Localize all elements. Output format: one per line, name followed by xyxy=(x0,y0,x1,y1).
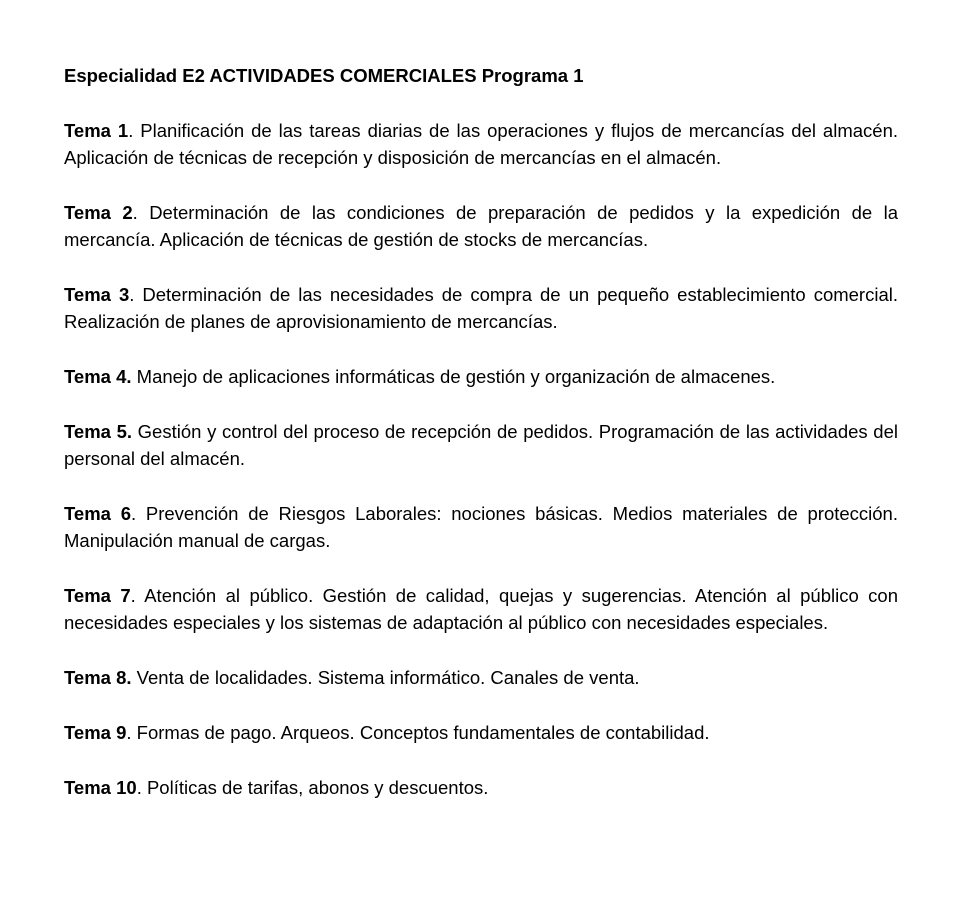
document-page xyxy=(64,62,898,829)
tema-item xyxy=(64,363,898,390)
tema-item xyxy=(64,774,898,801)
tema-label: Tema 6 xyxy=(64,503,131,524)
tema-item xyxy=(64,719,898,746)
tema-text: . Planificación de las tareas diarias de las operaciones y flujos de mercancías del almacén. Aplicación de técnicas de recepción y disposición de mercancías en el almacén. xyxy=(64,120,898,168)
tema-text: . Determinación de las necesidades de compra de un pequeño establecimiento comercial. Realización de planes de aprovisionamiento de mercancías. xyxy=(64,284,898,332)
tema-text: Manejo de aplicaciones informáticas de gestión y organización de almacenes. xyxy=(131,366,776,387)
tema-item xyxy=(64,281,898,335)
tema-text: . Determinación de las condiciones de preparación de pedidos y la expedición de la mercancía. Aplicación de técnicas de gestión de stocks de mercancías. xyxy=(64,202,898,250)
document-title: Especialidad E2 ACTIVIDADES COMERCIALES Programa 1 xyxy=(64,65,584,86)
tema-label: Tema 3 xyxy=(64,284,130,305)
tema-label: Tema 7 xyxy=(64,585,131,606)
tema-text: . Atención al público. Gestión de calidad, quejas y sugerencias. Atención al público con necesidades especiales y los sistemas de adaptación al público con necesidades especiales. xyxy=(64,585,898,633)
tema-item xyxy=(64,664,898,691)
tema-item xyxy=(64,199,898,253)
tema-text: Gestión y control del proceso de recepción de pedidos. Programación de las actividades del personal del almacén. xyxy=(64,421,898,469)
tema-text: . Formas de pago. Arqueos. Conceptos fundamentales de contabilidad. xyxy=(126,722,710,743)
tema-text: . Políticas de tarifas, abonos y descuentos. xyxy=(136,777,489,798)
tema-text: . Prevención de Riesgos Laborales: nociones básicas. Medios materiales de protección. Manipulación manual de cargas. xyxy=(64,503,898,551)
temas-list xyxy=(64,117,898,801)
tema-label: Tema 1 xyxy=(64,120,129,141)
tema-item xyxy=(64,117,898,171)
tema-label: Tema 10 xyxy=(64,777,137,798)
tema-label: Tema 5. xyxy=(64,421,133,442)
tema-item xyxy=(64,418,898,472)
tema-label: Tema 2 xyxy=(64,202,133,223)
tema-label: Tema 9 xyxy=(64,722,127,743)
tema-label: Tema 4. xyxy=(64,366,132,387)
tema-label: Tema 8. xyxy=(64,667,132,688)
tema-item xyxy=(64,582,898,636)
tema-item xyxy=(64,500,898,554)
tema-text: Venta de localidades. Sistema informático. Canales de venta. xyxy=(131,667,640,688)
